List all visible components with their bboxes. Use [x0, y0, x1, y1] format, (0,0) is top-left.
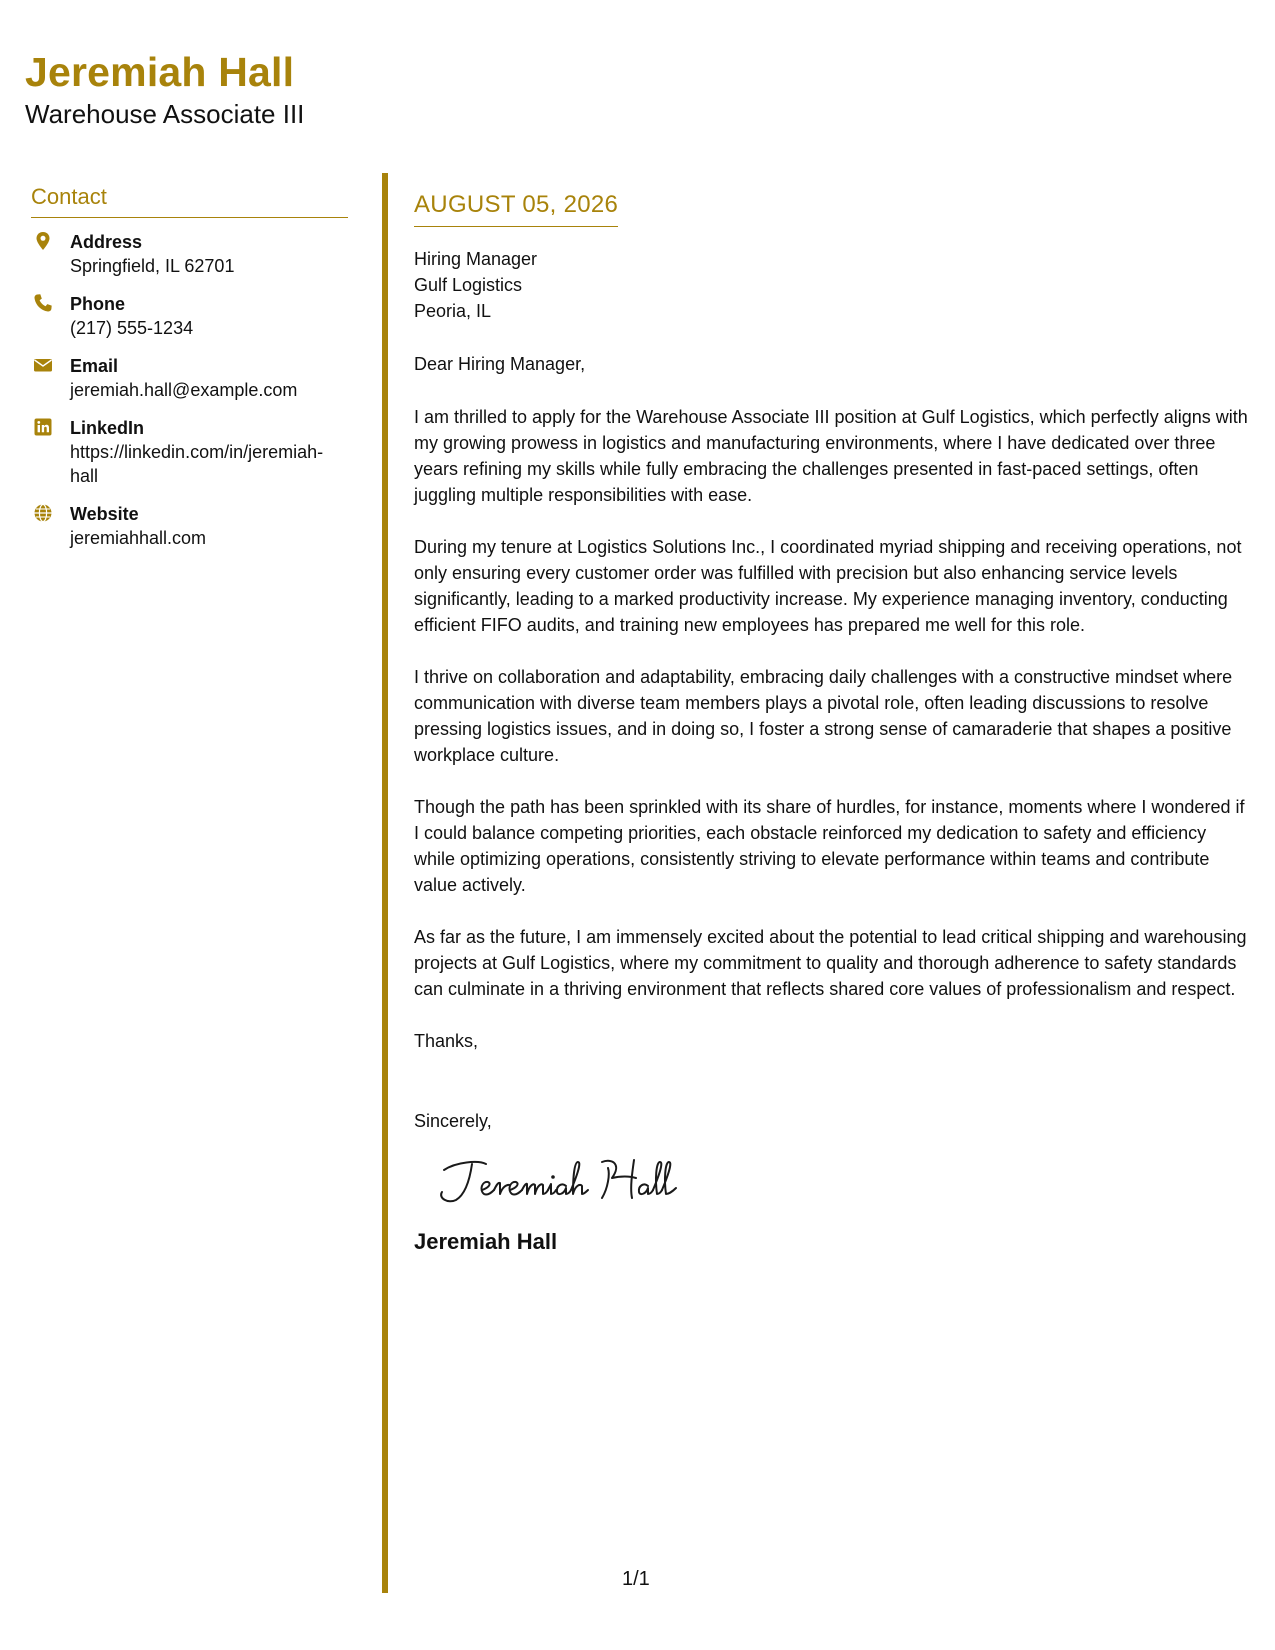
recipient-line: Peoria, IL: [414, 301, 492, 321]
contact-label: Phone: [70, 294, 126, 314]
contact-label: LinkedIn: [70, 418, 145, 438]
recipient-block: [414, 246, 1248, 324]
contact-value: Springfield, IL 62701: [70, 256, 235, 276]
contact-item-email: [31, 354, 348, 402]
closing-line: Sincerely,: [414, 1111, 492, 1131]
letter-paragraph: I thrive on collaboration and adaptability, embracing daily challenges with a constructive mindset where communication with diverse team members plays a pivotal role, often leading discussions to resolve pressing logistics issues, and in doing so, I foster a strong sense of camaraderie that shapes a positive workplace culture.: [414, 667, 1233, 765]
contact-item-address: [31, 230, 348, 278]
contact-value: jeremiahhall.com: [70, 528, 207, 548]
signer-name: Jeremiah Hall: [414, 1229, 558, 1254]
contact-value: jeremiah.hall@example.com: [70, 380, 298, 400]
contact-value: (217) 555-1234: [70, 318, 194, 338]
contact-label: Address: [70, 232, 143, 252]
applicant-name: Jeremiah Hall: [25, 49, 295, 95]
applicant-job-title: Warehouse Associate III: [25, 99, 305, 129]
letter-body: [414, 190, 1248, 1256]
contact-label: Website: [70, 504, 139, 524]
letter-paragraph: Though the path has been sprinkled with its share of hurdles, for instance, moments where I wondered if I could balance competing priorities, each obstacle reinforced my dedication to safety and efficiency while optimizing operations, consistently striving to elevate performance within teams and contribute value actively.: [414, 797, 1245, 895]
recipient-line: Hiring Manager: [414, 249, 538, 269]
recipient-line: Gulf Logistics: [414, 275, 523, 295]
contact-heading: Contact: [31, 183, 348, 218]
globe-icon: [33, 503, 53, 523]
page-number: 1/1: [622, 1568, 650, 1590]
letter-paragraph: As far as the future, I am immensely excited about the potential to lead critical shipping and warehousing projects at Gulf Logistics, where my commitment to quality and thorough adherence to safety standards can culminate in a thriving environment that reflects shared core values of professionalism and respect.: [414, 927, 1247, 999]
map-pin-icon: [33, 231, 53, 251]
letter-paragraph: I am thrilled to apply for the Warehouse Associate III position at Gulf Logistics, which perfectly aligns with my growing prowess in logistics and manufacturing environments, where I have dedicated over three years refining my skills while fully embracing the challenges presented in fast-paced settings, often juggling multiple responsibilities with ease.: [414, 407, 1248, 505]
linkedin-icon: [33, 417, 53, 437]
contact-sidebar: [31, 183, 348, 564]
letter-paragraph: During my tenure at Logistics Solutions Inc., I coordinated myriad shipping and receiving operations, not only ensuring every customer order was fulfilled with precision but also enhancing service levels significantly, leading to a marked productivity increase. My experience managing inventory, conducting efficient FIFO audits, and training new employees has prepared me well for this role.: [414, 537, 1242, 635]
vertical-divider: [382, 173, 388, 1593]
contact-label: Email: [70, 356, 119, 376]
envelope-icon: [33, 355, 53, 375]
contact-item-phone: [31, 292, 348, 340]
contact-item-website: [31, 502, 348, 550]
contact-item-linkedin: [31, 416, 348, 488]
thanks-line: Thanks,: [414, 1031, 479, 1051]
contact-value: https://linkedin.com/in/jeremiah-hall: [70, 442, 324, 486]
letter-date: AUGUST 05, 2026: [414, 190, 618, 227]
salutation: Dear Hiring Manager,: [414, 354, 586, 374]
handwritten-signature: [426, 1148, 686, 1218]
phone-icon: [33, 293, 53, 313]
